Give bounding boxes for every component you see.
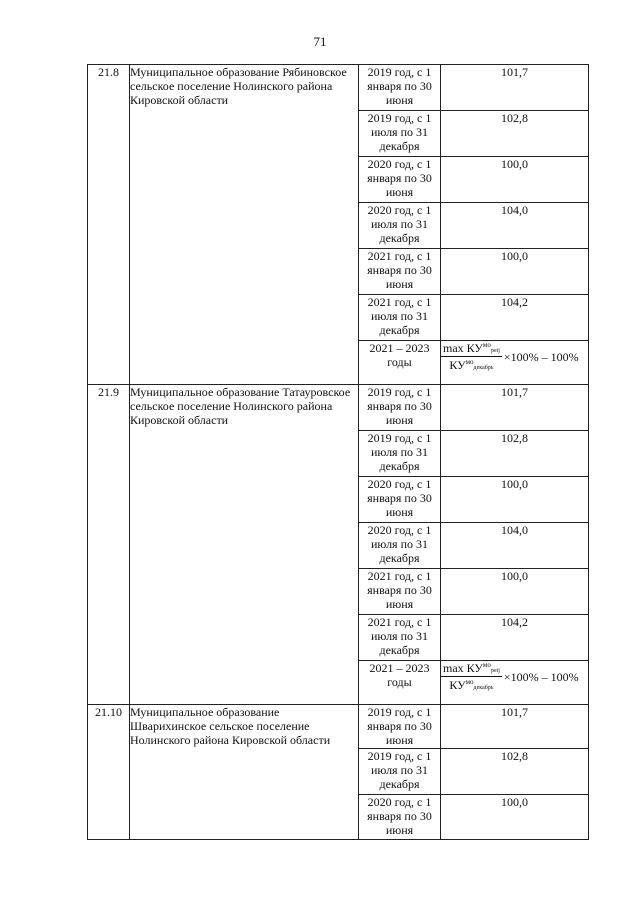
- formula-numerator: [441, 661, 502, 677]
- index-value-cell: 101,7: [441, 385, 589, 431]
- municipality-name: Муниципальное образование Рябиновское сельское поселение Нолинского района Кировской области: [130, 65, 359, 385]
- period-cell: 2019 год, с 1 января по 30 июня: [359, 705, 441, 749]
- formula-den-sup: мо: [465, 358, 474, 366]
- index-value-cell: 102,8: [441, 431, 589, 477]
- formula-num-sup: мо: [482, 341, 491, 349]
- formula-den-sub: декабрь: [473, 365, 494, 371]
- formula: [441, 341, 588, 372]
- period-cell: 2021 год, с 1 июля по 31 декабря: [359, 615, 441, 661]
- index-value-cell: 104,0: [441, 203, 589, 249]
- period-cell: 2019 год, с 1 января по 30 июня: [359, 385, 441, 431]
- row-number: 21.9: [88, 385, 130, 705]
- tariff-table-body: [88, 65, 589, 840]
- formula-denominator: [447, 677, 495, 692]
- formula-num-sub: petj: [490, 348, 500, 354]
- index-value-cell: 104,2: [441, 615, 589, 661]
- row-number: 21.8: [88, 65, 130, 385]
- index-value-cell: 101,7: [441, 65, 589, 111]
- period-cell: 2020 год, с 1 июля по 31 декабря: [359, 523, 441, 569]
- municipality-name: Муниципальное образование Татауровское сельское поселение Нолинского района Кировской области: [130, 385, 359, 705]
- index-formula-cell: [441, 341, 589, 385]
- period-cell: 2019 год, с 1 января по 30 июня: [359, 65, 441, 111]
- period-cell: 2021 год, с 1 июля по 31 декабря: [359, 295, 441, 341]
- formula-num-sub: petj: [490, 668, 500, 674]
- municipality-name: Муниципальное образование Шварихинское сельское поселение Нолинского района Кировской области: [130, 705, 359, 840]
- period-cell: 2020 год, с 1 января по 30 июня: [359, 795, 441, 840]
- index-value-cell: 100,0: [441, 477, 589, 523]
- index-value-cell: 100,0: [441, 795, 589, 840]
- formula-fraction: [441, 661, 502, 692]
- period-cell: 2019 год, с 1 июля по 31 декабря: [359, 111, 441, 157]
- period-cell: 2021 – 2023 годы: [359, 661, 441, 705]
- page-number: 71: [313, 34, 327, 49]
- index-value-cell: 100,0: [441, 249, 589, 295]
- formula-tail: ×100% – 100%: [503, 349, 579, 364]
- period-cell: 2021 год, с 1 января по 30 июня: [359, 569, 441, 615]
- formula-num-sup: мо: [482, 661, 491, 669]
- formula-den-text: КУ: [449, 358, 466, 372]
- row-number: 21.10: [88, 705, 130, 840]
- period-cell: 2021 год, с 1 января по 30 июня: [359, 249, 441, 295]
- index-value-cell: 102,8: [441, 749, 589, 795]
- period-cell: 2020 год, с 1 января по 30 июня: [359, 477, 441, 523]
- table-row: [88, 705, 589, 749]
- tariff-table: [87, 64, 589, 840]
- formula-den-text: КУ: [449, 678, 466, 692]
- formula-num-text: max КУ: [443, 661, 483, 675]
- period-cell: 2019 год, с 1 июля по 31 декабря: [359, 431, 441, 477]
- table-row: [88, 385, 589, 431]
- index-value-cell: 100,0: [441, 569, 589, 615]
- index-value-cell: 104,0: [441, 523, 589, 569]
- index-value-cell: 101,7: [441, 705, 589, 749]
- formula-den-sub: декабрь: [473, 685, 494, 691]
- formula-tail: ×100% – 100%: [503, 669, 579, 684]
- formula-fraction: [441, 341, 502, 372]
- period-cell: 2020 год, с 1 января по 30 июня: [359, 157, 441, 203]
- period-cell: 2021 – 2023 годы: [359, 341, 441, 385]
- period-cell: 2020 год, с 1 июля по 31 декабря: [359, 203, 441, 249]
- period-cell: 2019 год, с 1 июля по 31 декабря: [359, 749, 441, 795]
- index-value-cell: 104,2: [441, 295, 589, 341]
- index-value-cell: 100,0: [441, 157, 589, 203]
- formula-denominator: [447, 357, 495, 372]
- formula-numerator: [441, 341, 502, 357]
- table-row: [88, 65, 589, 111]
- index-value-cell: 102,8: [441, 111, 589, 157]
- formula-num-text: max КУ: [443, 341, 483, 355]
- formula-den-sup: мо: [465, 678, 474, 686]
- formula: [441, 661, 588, 692]
- index-formula-cell: [441, 661, 589, 705]
